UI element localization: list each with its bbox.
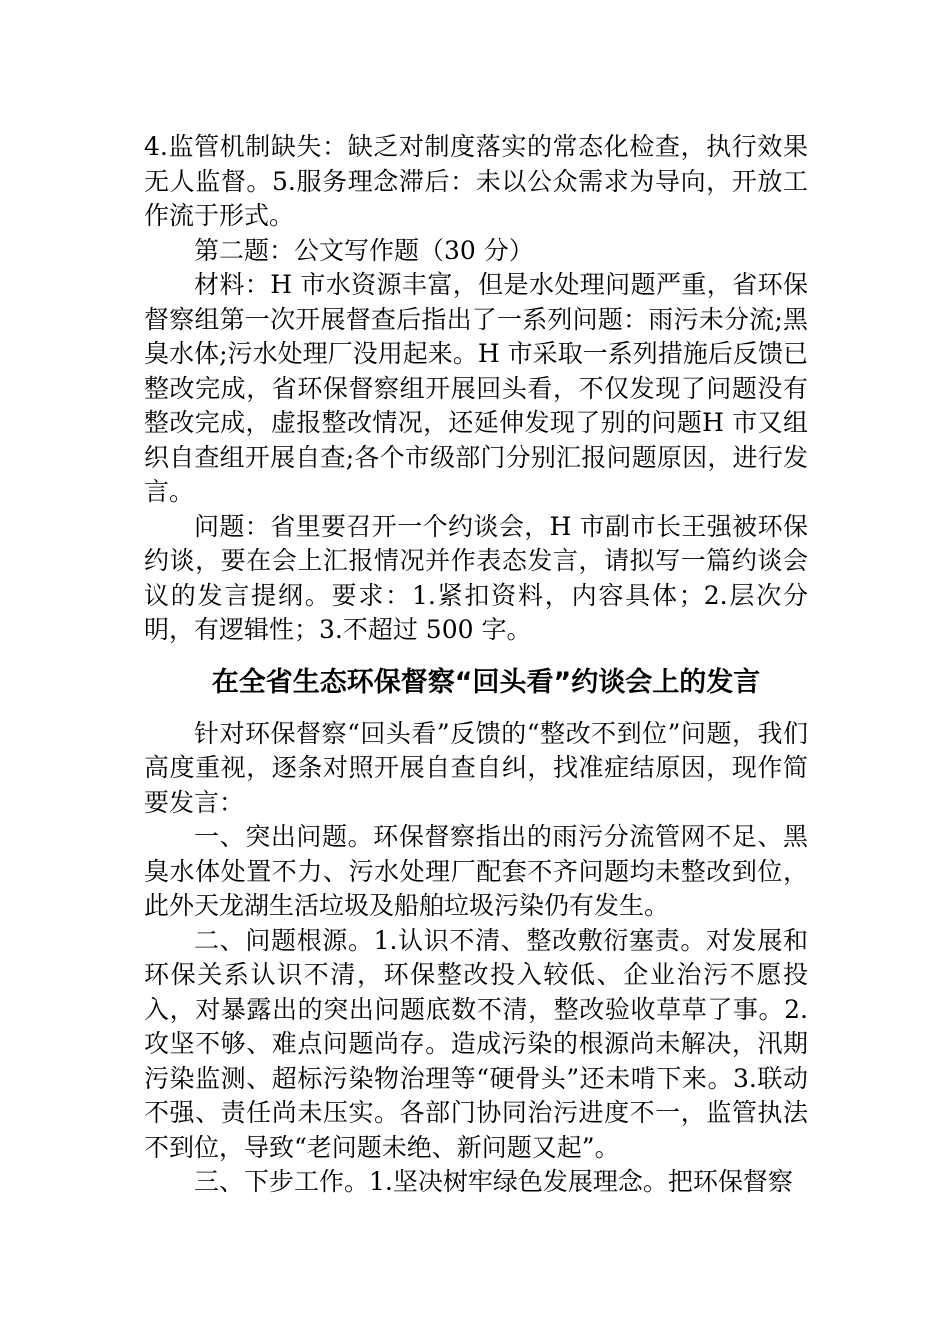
- question-two-heading: 第二题：公文写作题（30 分）: [194, 235, 534, 265]
- paragraph-intro-continued: 4.监管机制缺失：缺乏对制度落实的常态化检查，执行效果无人监督。5.服务理念滞后：未以公众需求为导向，开放工作流于形式。: [144, 132, 808, 230]
- paragraph-section-one: 一、突出问题。环保督察指出的雨污分流管网不足、黑臭水体处置不力、污水处理厂配套不齐问题均未整改到位，此外天龙湖生活垃圾及船舶垃圾污染仍有发生。: [144, 822, 808, 920]
- paragraph-section-two: 二、问题根源。1.认识不清、整改敷衍塞责。对发展和环保关系认识不清，环保整改投入较低、企业治污不愿投入，对暴露出的突出问题底数不清，整改验收草草了事。2.攻坚不够、难点问题尚存。造成污染的根源尚未解决，汛期污染监测、超标污染物治理等“硬骨头”还未啃下来。3.联动不强、责任尚未压实。各部门协同治污进度不一，监管执法不到位，导致“老问题未绝、新问题又起”。: [144, 925, 808, 1162]
- paragraph-material: 材料：H 市水资源丰富，但是水处理问题严重，省环保督察组第一次开展督查后指出了一系列问题：雨污未分流;黑臭水体;污水处理厂没用起来。H 市采取一系列措施后反馈已整改完成，省环保督察组开展回头看，不仅发现了问题没有整改完成，虚报整改情况，还延伸发现了别的问题H 市又组织自查组开展自查;各个市级部门分别汇报问题原因，进行发言。: [144, 270, 808, 506]
- paragraph-speech-opening: 针对环保督察“回头看”反馈的“整改不到位”问题，我们高度重视，逐条对照开展自查自纠，找准症结原因，现作简要发言：: [144, 718, 808, 817]
- document-body: [144, 130, 808, 1200]
- speech-title: 在全省生态环保督察“回头看”约谈会上的发言: [211, 666, 761, 698]
- paragraph-section-three: 三、下步工作。1.坚决树牢绿色发展理念。把环保督察: [194, 1167, 793, 1196]
- paragraph-question: 问题：省里要召开一个约谈会，H 市副市长王强被环保约谈，要在会上汇报情况并作表态发言，请拟写一篇约谈会议的发言提纲。要求：1.紧扣资料，内容具体；2.层次分明，有逻辑性；3.不超过 500 字。: [144, 511, 808, 644]
